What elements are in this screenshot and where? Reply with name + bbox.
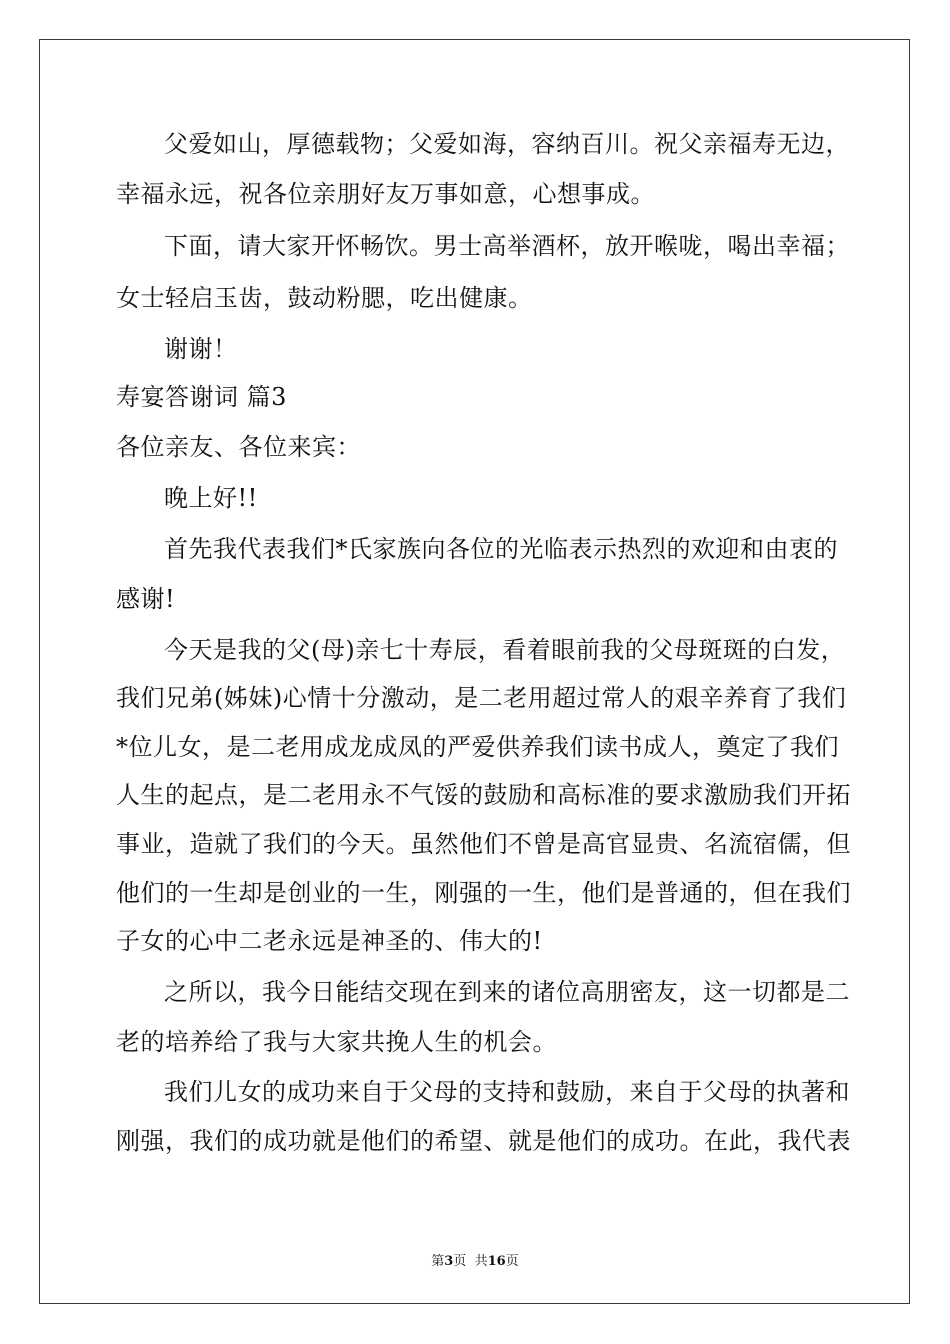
page-border (39, 39, 910, 1304)
text-line: 刚强，我们的成功就是他们的希望、就是他们的成功。在此，我代表 (116, 1127, 851, 1155)
text-line: 父爱如山，厚德载物；父爱如海，容纳百川。祝父亲福寿无边， (164, 130, 850, 158)
text-line: *位儿女，是二老用成龙成凤的严爱供养我们读书成人，奠定了我们 (116, 733, 839, 761)
text-line: 女士轻启玉齿，鼓动粉腮，吃出健康。 (116, 284, 533, 312)
footer-prefix: 第 (431, 1254, 445, 1269)
page-number: 3 (444, 1254, 454, 1269)
text-line: 我们儿女的成功来自于父母的支持和鼓励，来自于父母的执著和 (164, 1078, 850, 1106)
text-line: 子女的心中二老永远是神圣的、伟大的! (116, 927, 543, 955)
text-line: 谢谢！ (164, 335, 238, 363)
footer-suffix: 页 (505, 1254, 519, 1269)
text-line: 我们兄弟(姊妹)心情十分激动，是二老用超过常人的艰辛养育了我们 (116, 684, 847, 712)
text-line: 感谢! (116, 585, 176, 613)
text-line: 人生的起点，是二老用永不气馁的鼓励和高标准的要求激励我们开拓 (116, 781, 851, 809)
page-footer (0, 1250, 950, 1269)
text-line: 事业，造就了我们的今天。虽然他们不曾是高官显贵、名流宿儒，但 (116, 830, 851, 858)
text-line: 老的培养给了我与大家共挽人生的机会。 (116, 1028, 557, 1056)
text-line: 晚上好!! (164, 484, 258, 512)
text-line: 下面，请大家开怀畅饮。男士高举酒杯，放开喉咙，喝出幸福； (164, 232, 850, 260)
text-line: 之所以，我今日能结交现在到来的诸位高朋密友，这一切都是二 (164, 978, 850, 1006)
salutation: 各位亲友、各位来宾： (116, 433, 361, 461)
text-line: 今天是我的父(母)亲七十寿辰，看着眼前我的父母斑斑的白发， (164, 636, 846, 664)
text-line: 首先我代表我们*氏家族向各位的光临表示热烈的欢迎和由衷的 (164, 535, 838, 563)
section-heading: 寿宴答谢词 篇3 (116, 383, 287, 411)
page-total: 16 (487, 1254, 506, 1269)
text-line: 他们的一生却是创业的一生，刚强的一生，他们是普通的，但在我们 (116, 879, 851, 907)
footer-middle: 页 共 (453, 1254, 488, 1269)
text-line: 幸福永远，祝各位亲朋好友万事如意，心想事成。 (116, 180, 655, 208)
